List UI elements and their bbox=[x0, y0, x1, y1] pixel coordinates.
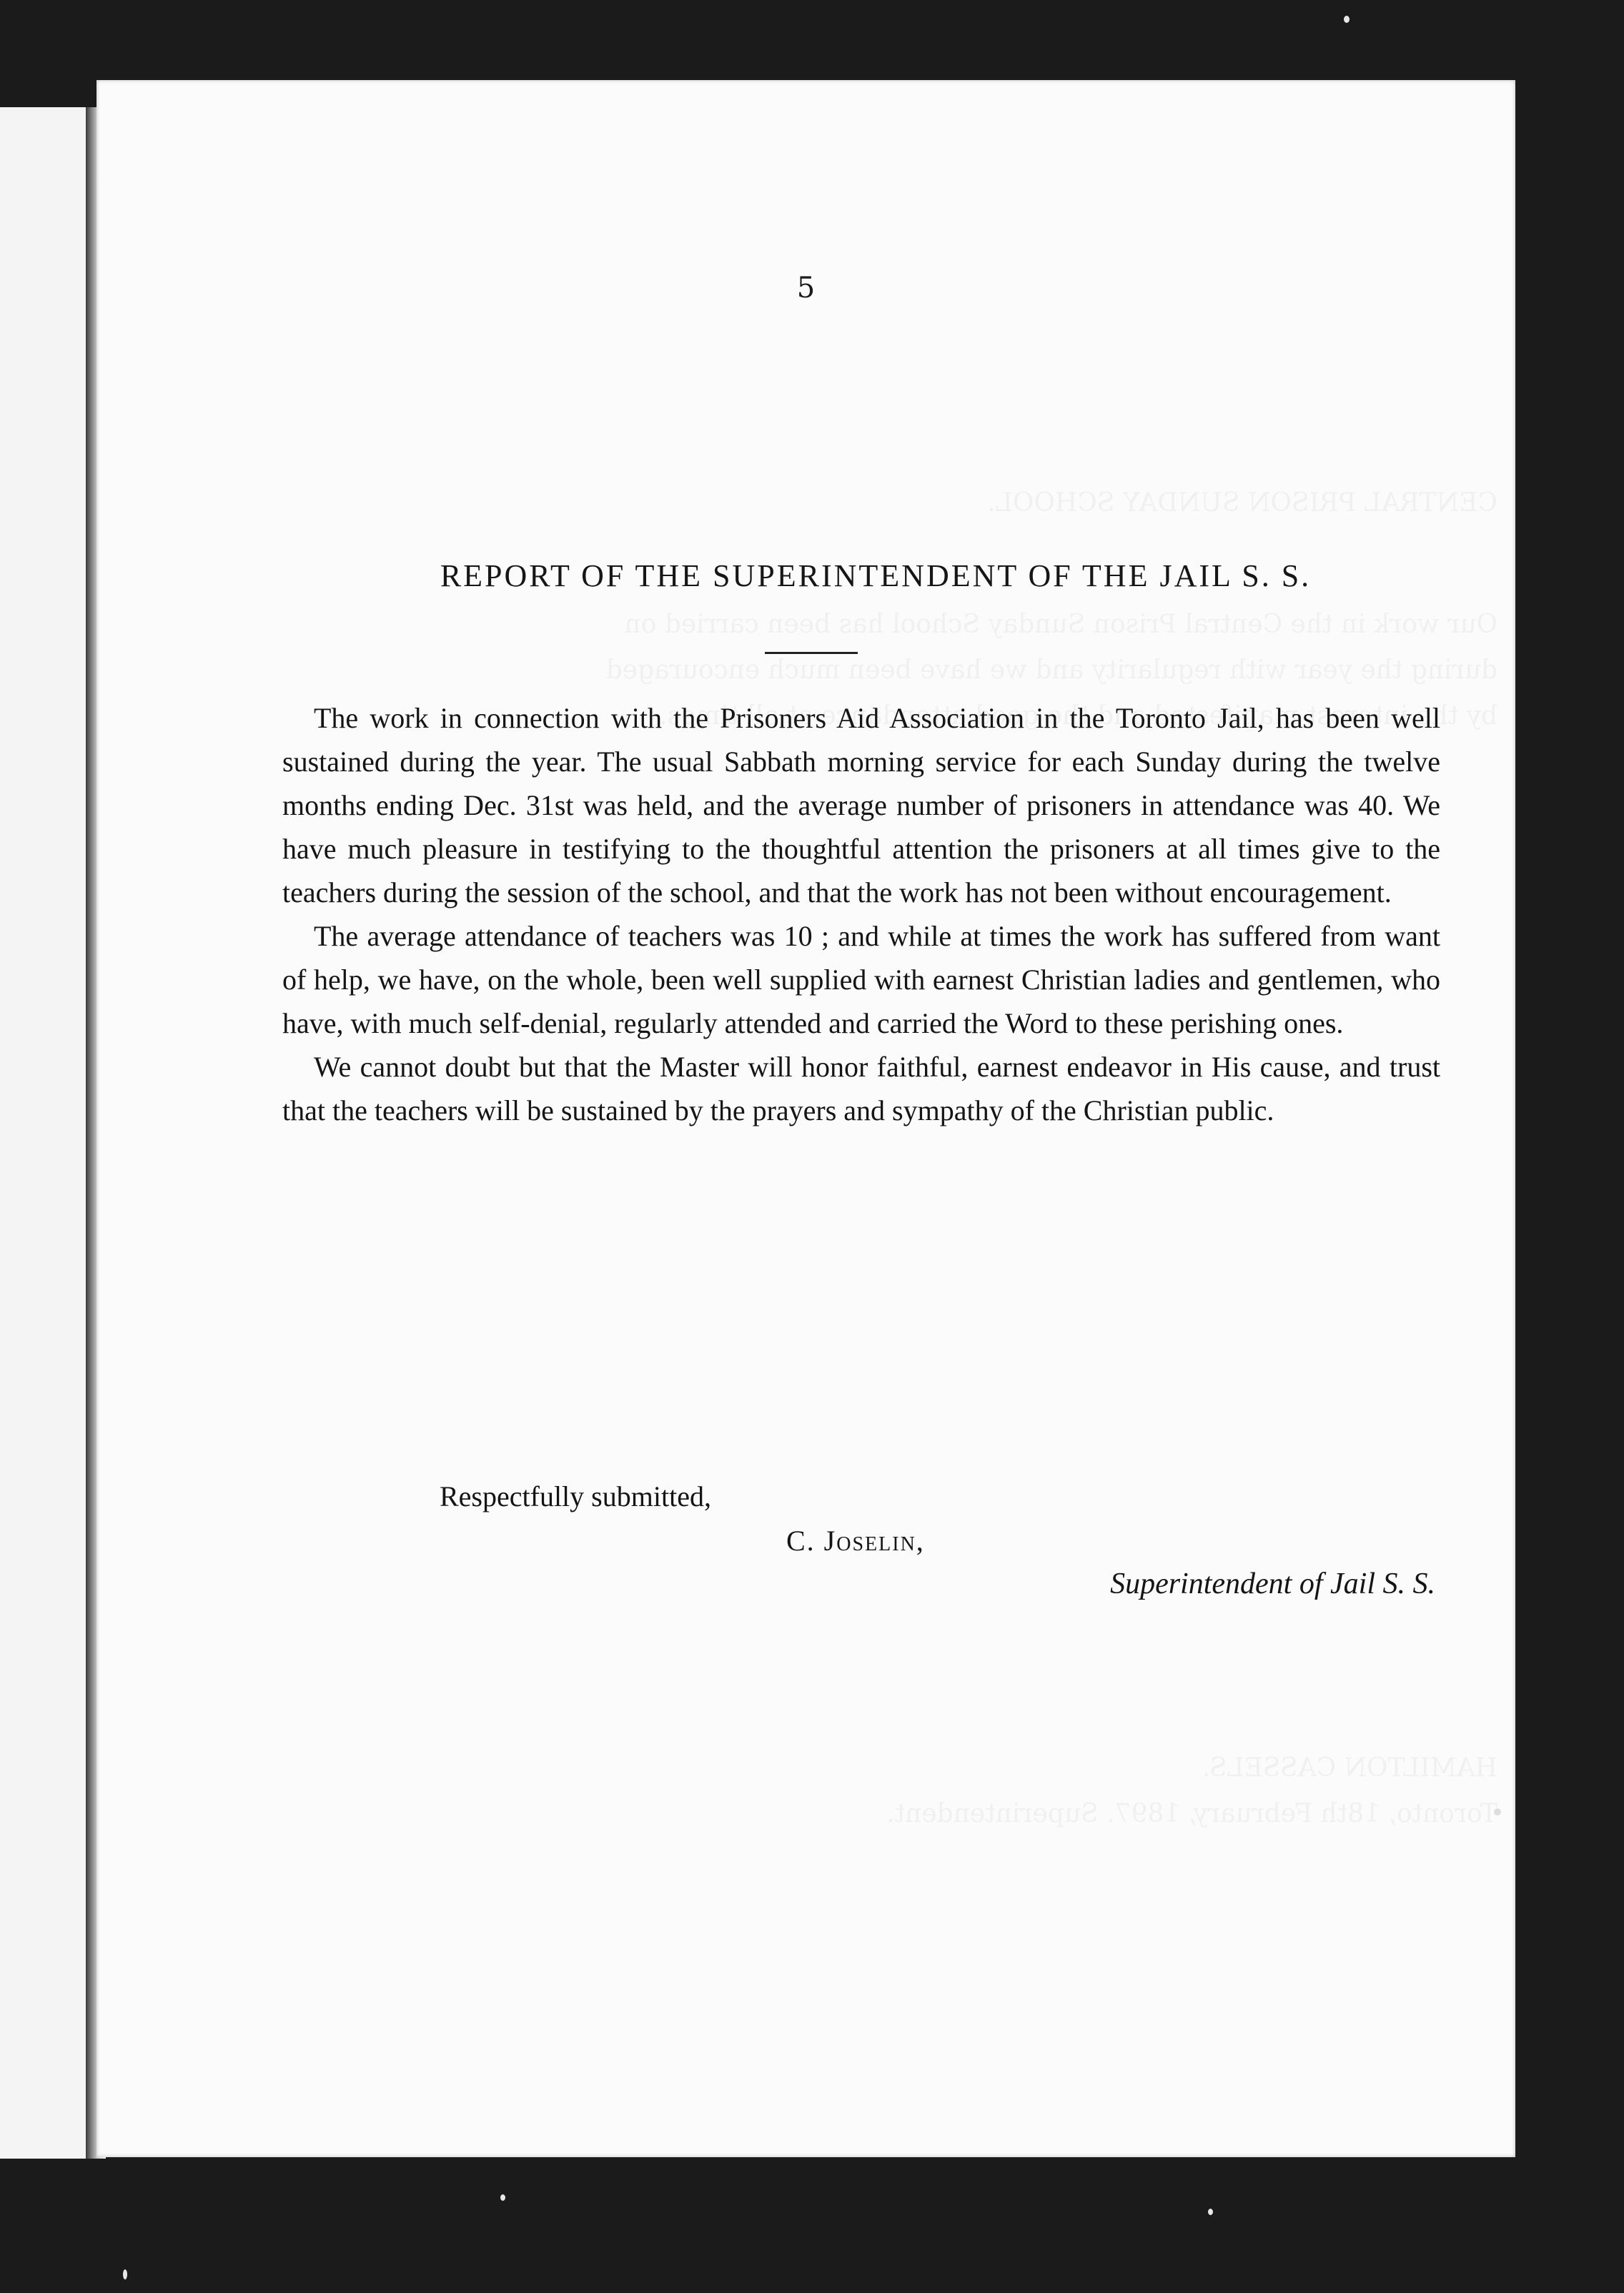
signer-name: C. Joselin, bbox=[786, 1525, 925, 1557]
dust-speck bbox=[123, 2269, 127, 2279]
title-divider bbox=[765, 652, 858, 654]
facing-page bbox=[0, 107, 95, 2159]
paragraph: The average attendance of teachers was 10 ; and while at times the work has suffered from want of help, we have, on the whole, been well supplied with earnest Christian ladies and gentlemen, who have, with much self-denial, regularly attended and carried the Word to these perishing ones. bbox=[282, 920, 1440, 1039]
bleed-through bbox=[382, 1745, 1497, 1791]
dust-speck bbox=[1344, 16, 1350, 23]
bleed-through bbox=[382, 1791, 1497, 1837]
dust-speck bbox=[500, 2194, 505, 2201]
report-title: REPORT OF THE SUPERINTENDENT OF THE JAIL S. S. bbox=[440, 558, 1312, 593]
paragraph: We cannot doubt but that the Master will honor faithful, earnest endeavor in His cause, and trust that the teachers will be sustained by the prayers and sympathy of the Christian public. bbox=[282, 1051, 1440, 1126]
dust-speck bbox=[1208, 2209, 1213, 2215]
closing-line: Respectfully submitted, bbox=[440, 1480, 711, 1512]
report-body bbox=[282, 696, 1440, 1132]
signer-title: Superintendent of Jail S. S. bbox=[1110, 1568, 1435, 1600]
paragraph: The work in connection with the Prisoners Aid Association in the Toronto Jail, has been well sustained during the year. The usual Sabbath morning service for each Sunday during the twelve months ending Dec. 31st was held, and the average number of prisoners in attendance was 40. We have much pleasure in testifying to the thoughtful attention the prisoners at all times give to the teachers during the session of the school, and that the work has not been without encouragement. bbox=[282, 702, 1440, 908]
dust-speck bbox=[1494, 1808, 1501, 1816]
bleed-through bbox=[382, 648, 1497, 693]
page-number: 5 bbox=[796, 272, 816, 304]
document-page bbox=[96, 80, 1515, 2157]
bleed-through bbox=[382, 480, 1497, 526]
bleed-through bbox=[382, 602, 1497, 648]
